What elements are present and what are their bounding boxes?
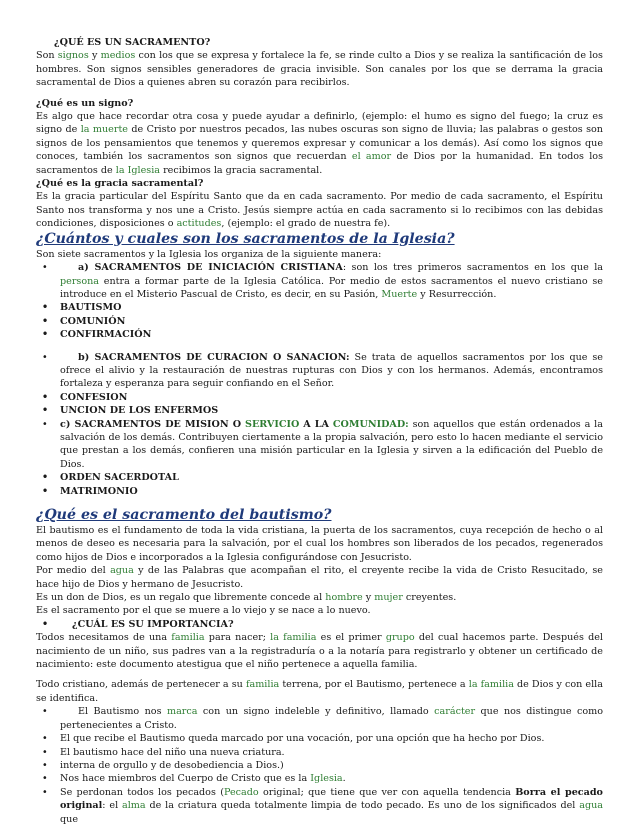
text: y [365,592,372,604]
text: y Resurrección. [420,288,497,300]
document-page [36,36,603,826]
text: Es la gracia particular del Espíritu Santo que da en cada sacramento. Por medio de cada sacramento, el Espíritu Santo nos transforma y nos une a Cristo. Jesús siempre actúa en cada sacramento si lo recibimos con las debidas condiciones, disposiciones o [36,191,603,230]
heading-cuantos-sacramentos: ¿Cuántos y cuales son los sacramentos de la Iglesia? [36,230,455,247]
text: que [60,813,78,825]
text: : son los tres primeros sacramentos en los que la [342,262,604,274]
text: A LA [303,418,329,430]
heading-que-es-signo: ¿Qué es un signo? [36,97,134,109]
link-mujer[interactable]: mujer [374,592,403,604]
list-item-vocacion: • El que recibe el Bautismo queda marcado por una vocación, por una opción que ha hecho por Dios. [36,732,603,745]
paragraph-bautismo-2 [36,564,603,591]
list-item-iniciacion [36,261,603,301]
paragraph-sacramento [36,49,603,89]
heading-gracia-sacramental: ¿Qué es la gracia sacramental? [36,178,204,190]
list-item-orden: • ORDEN SACERDOTAL [36,471,603,484]
label-curacion: b) SACRAMENTOS DE CURACION O SANACION: [78,351,350,363]
list-item-matrimonio: • MATRIMONIO [36,485,603,498]
label-iniciacion: a) SACRAMENTOS DE INICIACIÓN CRISTIANA [78,262,343,274]
text: Se perdonan todos los pecados ( [60,786,224,798]
text: para nacer; [208,632,266,644]
text: de Dios por la humanidad. En todos los sacramentos de [36,151,603,176]
list-item-nueva-criatura: • El bautismo hace del niño una nueva criatura. [36,746,603,759]
text: del cual hacemos parte. Después del nacimiento de un niño, sus padres van a la registraduría o a la notaría para registrarlo y obtener un certificado de nacimiento: este documento atestigua que el niño pertenece a aquella familia. [36,632,603,671]
link-alma[interactable]: alma [122,800,146,812]
list-item-curacion [36,351,603,391]
link-caracter[interactable]: carácter [434,706,476,718]
link-el-amor[interactable]: el amor [351,151,392,163]
text: recibimos la gracia sacramental. [163,164,323,176]
text: creyentes. [405,592,457,604]
link-medios[interactable]: medios [100,50,136,62]
list-item-orgullo: • interna de orgullo y de desobediencia a Dios.) [36,759,603,772]
link-iglesia[interactable]: Iglesia [310,773,343,785]
text: de la criatura queda totalmente limpia de todo pecado. Es uno de los significados del [149,800,576,812]
text: que nos distingue como pertenecientes a Cristo. [60,706,603,731]
text: : el [102,800,119,812]
link-pecado[interactable]: Pecado [223,786,259,798]
link-la-familia-2[interactable]: la familia [468,679,514,691]
list-item-confesion: • CONFESION [36,391,603,404]
paragraph-siete-sacramentos: Son siete sacramentos y la Iglesia los organiza de la siguiente manera: [36,248,382,260]
text: es el primer [320,632,382,644]
link-agua[interactable]: agua [110,565,134,577]
paragraph-signo [36,110,603,177]
list-item-cuerpo-cristo [36,772,603,785]
label-mision: c) SACRAMENTOS DE MISION O [60,418,242,430]
link-la-iglesia[interactable]: la Iglesia [115,164,160,176]
text: Nos hace miembros del Cuerpo de Cristo que es la [60,773,308,785]
text: terrena, por el Bautismo, pertenece a [282,679,466,691]
text: con los que se expresa y fortalece la fe, se rinde culto a Dios y se realiza la santificación de los hombres. Son signos sensibles generadores de gracia invisible. Son canales por los que se derrama la gracia sacramental de Dios a quienes abren su corazón para recibirlos. [36,50,603,89]
link-comunidad[interactable]: COMUNIDAD: [332,418,409,430]
text: El Bautismo nos [78,706,162,718]
text: Se trata de aquellos sacramentos por los que se ofrece el alivio y la restauración de nuestras rupturas con Dios y con los hermanos. Además, encontramos fortaleza y esperanza para seguir confiando en el Señor. [60,351,603,390]
link-actitudes[interactable]: actitudes [176,218,222,230]
sacramentos-list [36,261,603,341]
paragraph-bautismo-1: El bautismo es el fundamento de toda la vida cristiana, la puerta de los sacramentos, cuya recepción de hecho o al menos de deseo es necesaria para la salvación, por el cual los hombres son liberados de los pecados, regenerados como hijos de Dios e incorporados a la Iglesia configurándose con Jesucristo. [36,525,603,563]
list-item-uncion: • UNCION DE LOS ENFERMOS [36,404,603,417]
text: Son [36,50,55,62]
text: ¿CUÁL ES SU IMPORTANCIA? [72,618,234,630]
link-servicio[interactable]: SERVICIO [245,418,300,430]
link-signos[interactable]: signos [57,50,89,62]
text: . [342,773,346,785]
text: Todos necesitamos de una [36,632,168,644]
text: de Cristo por nuestros pecados, las nubes oscuras son signo de lluvia; las palabras o gestos son signos de los pensamientos que tenemos y queremos expresar y comunicar a los demás). Así como los signos que conoces, también los sacramentos son signos que recuerdan [36,124,603,163]
paragraph-gracia [36,190,603,230]
sacramentos-list-b [36,351,603,498]
text: Todo cristiano, además de pertenecer a su [36,679,243,691]
list-item-confirmacion: • CONFIRMACIÓN [36,328,603,341]
text: Es un don de Dios, es un regalo que libremente concede al [36,592,323,604]
paragraph-familia [36,631,603,671]
text: y de las Palabras que acompañan el rito, el creyente recibe la vida de Cristo Resucitado, se hace hijo de Dios y hermano de Jesucristo. [36,565,603,590]
list-item-comunion: • COMUNIÓN [36,315,603,328]
heading-bautismo: ¿Qué es el sacramento del bautismo? [36,507,332,523]
text: con un signo indeleble y definitivo, llamado [202,706,429,718]
link-grupo[interactable]: grupo [385,632,415,644]
heading-importancia [36,618,603,631]
text: original; que tiene que ver con aquella tendencia [262,786,511,798]
text: Por medio del [36,565,106,577]
importancia-heading-list [36,618,603,631]
link-la-muerte[interactable]: la muerte [80,124,128,136]
paragraph-cristiano [36,678,603,705]
paragraph-bautismo-4: Es el sacramento por el que se muere a lo viejo y se nace a lo nuevo. [36,605,371,617]
bautismo-effects-list [36,705,603,826]
text: entra a formar parte de la Iglesia Católica. Por medio de estos sacramentos el nuevo cristiano se introduce en el Misterio Pascual de Cristo, es decir, en su Pasión, [60,275,603,300]
heading-que-es-sacramento: ¿QUÉ ES UN SACRAMENTO? [54,37,211,48]
paragraph-bautismo-3 [36,591,603,604]
list-item-bautismo: • BAUTISMO [36,301,603,314]
link-familia-2[interactable]: familia [245,679,280,691]
list-item-mision [36,418,603,472]
link-hombre[interactable]: hombre [325,592,363,604]
text: Es algo que hace recordar otra cosa y puede ayudar a definirlo, (ejemplo: el humo es signo del fuego; la cruz es signo de [36,111,603,136]
link-agua-2[interactable]: agua [579,800,603,812]
link-familia[interactable]: familia [171,632,205,644]
link-persona[interactable]: persona [60,275,100,287]
text-borra-pecado: Borra el pecado original [60,786,603,812]
text: de Dios y con ella se identifica. [36,679,603,704]
text: y [91,50,98,62]
text: son aquellos que están ordenados a la salvación de los demás. Contribuyen ciertamente a la propia salvación, pero esto lo hacen mediante el servicio que prestan a los demás, confieren una misión particular en la Iglesia y sirven a la edificación del Pueblo de Dios. [60,418,603,470]
list-item-marca [36,705,603,732]
text: , (ejemplo: el grado de nuestra fe). [221,218,391,230]
link-la-familia[interactable]: la familia [270,632,317,644]
link-muerte[interactable]: Muerte [381,288,418,300]
link-marca[interactable]: marca [166,706,198,718]
list-item-perdon [36,786,603,826]
